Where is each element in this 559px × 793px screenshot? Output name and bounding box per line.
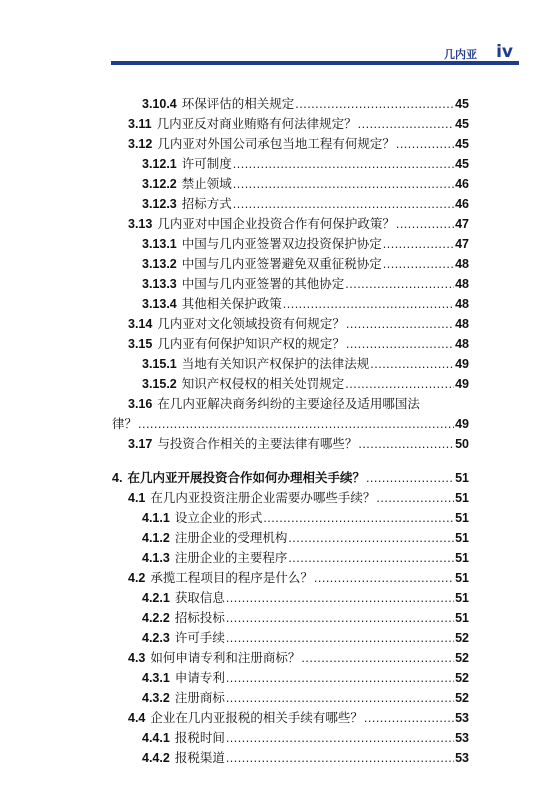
toc-entry[interactable] [112, 628, 469, 648]
toc-entry-title: 环保评估的相关规定 [181, 96, 295, 111]
toc-entry-page: 52 [455, 671, 469, 685]
toc-leader-dots [396, 134, 454, 154]
toc-entry-number: 4.1.3 [142, 551, 170, 565]
toc-entry[interactable] [112, 94, 469, 114]
toc-leader-dots [288, 548, 454, 568]
toc-entry-number: 3.12.1 [142, 157, 177, 171]
toc-leader-dots [233, 154, 454, 174]
toc-entry-title-continued: 律？ [112, 416, 138, 431]
toc-entry[interactable] [112, 434, 469, 454]
toc-entry-title: 当地有关知识产权保护的法律法规 [181, 356, 370, 371]
toc-entry-number: 3.15 [128, 337, 153, 351]
toc-entry-number: 4.4 [128, 711, 146, 725]
toc-entry-line [142, 528, 469, 548]
toc-entry[interactable] [112, 194, 469, 214]
toc-entry-title: 几内亚对外国公司承包当地工程有何规定？ [157, 136, 395, 151]
toc-entry[interactable] [112, 508, 469, 528]
toc-entry-page: 45 [455, 117, 469, 131]
toc-entry-page: 48 [455, 257, 469, 271]
toc-leader-dots [226, 748, 454, 768]
toc-leader-dots [138, 414, 454, 434]
toc-leader-dots [396, 214, 454, 234]
toc-entry[interactable] [112, 688, 469, 708]
toc-entry-number: 4.3.1 [142, 671, 170, 685]
toc-entry-number: 4.1.1 [142, 511, 170, 525]
toc-entry-title: 承揽工程项目的程序是什么？ [150, 570, 313, 585]
toc-entry-number: 3.17 [128, 437, 153, 451]
toc-leader-dots [346, 314, 454, 334]
toc-entry-title: 报税渠道 [174, 750, 225, 765]
toc-entry-page: 46 [455, 197, 469, 211]
toc-entry[interactable] [112, 588, 469, 608]
toc-leader-dots [346, 334, 454, 354]
toc-leader-dots [226, 628, 454, 648]
toc-entry-line [142, 174, 469, 194]
toc-entry-title: 几内亚对文化领域投资有何规定？ [157, 316, 345, 331]
toc-entry-number: 3.13.2 [142, 257, 177, 271]
toc-entry-line [142, 154, 469, 174]
toc-entry-page: 48 [455, 277, 469, 291]
toc-leader-dots [226, 688, 454, 708]
toc-entry-page: 52 [455, 631, 469, 645]
toc-entry-line [142, 688, 469, 708]
toc-entry-title: 在几内亚投资注册企业需要办哪些手续？ [150, 490, 376, 505]
toc-entry-title: 申请专利 [174, 670, 225, 685]
toc-entry-line [142, 194, 469, 214]
toc-entry-continuation [112, 414, 469, 434]
toc-entry-title: 企业在几内亚报税的相关手续有哪些？ [150, 710, 363, 725]
toc-entry-page: 51 [455, 551, 469, 565]
toc-entry-number: 3.13.3 [142, 277, 177, 291]
toc-leader-dots [345, 274, 454, 294]
toc-entry-page: 45 [455, 157, 469, 171]
toc-entry-page: 48 [455, 297, 469, 311]
toc-entry-number: 4.1.2 [142, 531, 170, 545]
toc-entry-line [112, 468, 469, 488]
toc-entry-title: 其他相关保护政策 [181, 296, 282, 311]
toc-entry-title: 中国与几内亚签署的其他协定 [181, 276, 345, 291]
toc-leader-dots [364, 708, 454, 728]
toc-entry[interactable] [112, 294, 469, 314]
toc-entry-page: 47 [455, 237, 469, 251]
toc-entry-title: 注册企业的主要程序 [174, 550, 288, 565]
toc-entry-title: 招标投标 [174, 610, 225, 625]
toc-entry-title: 中国与几内亚签署避免双重征税协定 [181, 256, 382, 271]
toc-entry-title: 注册商标 [174, 690, 225, 705]
toc-entry-number: 3.15.2 [142, 377, 177, 391]
toc-entry-line [128, 648, 469, 668]
toc-entry[interactable] [112, 668, 469, 688]
toc-entry-line [128, 114, 469, 134]
header-country-name: 几内亚 [444, 48, 477, 61]
toc-entry-line [128, 334, 469, 354]
toc-leader-dots [314, 568, 454, 588]
toc-leader-dots [366, 468, 454, 488]
toc-leader-dots [226, 668, 454, 688]
toc-entry-line [128, 708, 469, 728]
toc-entry-line [142, 94, 469, 114]
toc-entry-number: 4. [112, 471, 123, 485]
toc-entry-line [128, 434, 469, 454]
toc-entry-number: 4.1 [128, 491, 146, 505]
toc-entry-title: 几内亚对中国企业投资合作有何保护政策？ [157, 216, 395, 231]
toc-entry-title: 在几内亚开展投资合作如何办理相关手续？ [127, 470, 365, 485]
toc-entry[interactable] [112, 528, 469, 548]
toc-leader-dots [345, 374, 454, 394]
toc-entry-page: 52 [455, 651, 469, 665]
toc-entry-page: 46 [455, 177, 469, 191]
toc-entry-page: 53 [455, 731, 469, 745]
toc-leader-dots [226, 588, 454, 608]
toc-entry-title: 获取信息 [174, 590, 225, 605]
toc-leader-dots [263, 508, 454, 528]
toc-entry-title: 报税时间 [174, 730, 225, 745]
toc-entry-line [128, 314, 469, 334]
toc-leader-dots [233, 194, 454, 214]
toc-entry-number: 3.12 [128, 137, 153, 151]
page-number: iv [496, 42, 513, 62]
toc-entry-page: 45 [455, 137, 469, 151]
toc-leader-dots [370, 354, 454, 374]
toc-entry[interactable] [112, 568, 469, 588]
toc-entry-line [142, 588, 469, 608]
toc-entry-line [142, 274, 469, 294]
toc-leader-dots [288, 528, 454, 548]
toc-entry-number: 3.15.1 [142, 357, 177, 371]
toc-entry-page: 51 [455, 571, 469, 585]
toc-entry[interactable] [112, 748, 469, 768]
toc-entry-line [142, 254, 469, 274]
toc-entry-number: 3.16 [128, 397, 153, 411]
toc-entry-page: 48 [455, 317, 469, 331]
toc-entry-line [128, 214, 469, 234]
toc-entry-title: 如何申请专利和注册商标？ [150, 650, 301, 665]
toc-entry-number: 3.14 [128, 317, 153, 331]
toc-entry-line [142, 728, 469, 748]
toc-entry-page: 51 [455, 471, 469, 485]
toc-entry[interactable] [112, 334, 469, 354]
toc-entry-title: 禁止领域 [181, 176, 232, 191]
toc-leader-dots [383, 254, 454, 274]
toc-entry[interactable] [112, 354, 469, 374]
toc-entry-number: 3.11 [128, 117, 152, 131]
toc-entry-line [142, 628, 469, 648]
toc-entry-title: 与投资合作相关的主要法律有哪些？ [157, 436, 358, 451]
toc-entry[interactable] [112, 234, 469, 254]
toc-entry[interactable] [112, 214, 469, 234]
toc-entry[interactable] [112, 488, 469, 508]
toc-entry-page: 45 [455, 97, 469, 111]
toc-entry-title: 招标方式 [181, 196, 232, 211]
toc-entry-number: 3.13 [128, 217, 153, 231]
toc-entry-page: 53 [455, 751, 469, 765]
toc-entry-line [142, 354, 469, 374]
toc-entry[interactable] [112, 274, 469, 294]
toc-entry-number: 4.3 [128, 651, 146, 665]
toc-entry-line [142, 508, 469, 528]
toc-leader-dots [226, 608, 454, 628]
toc-entry-number: 4.3.2 [142, 691, 170, 705]
toc-entry-page: 49 [455, 417, 469, 431]
toc-entry-page: 51 [455, 611, 469, 625]
toc-entry-page: 50 [455, 437, 469, 451]
toc-entry-line [142, 668, 469, 688]
toc-leader-dots [383, 234, 454, 254]
toc-entry-page: 51 [455, 531, 469, 545]
toc-leader-dots [358, 114, 454, 134]
toc-entry[interactable] [112, 374, 469, 394]
toc-entry-line [128, 134, 469, 154]
toc-entry-number: 3.12.2 [142, 177, 177, 191]
toc-entry[interactable] [112, 548, 469, 568]
toc-entry-line [142, 748, 469, 768]
toc-entry-page: 49 [455, 357, 469, 371]
toc-entry-title: 设立企业的形式 [174, 510, 263, 525]
toc-leader-dots [295, 94, 454, 114]
toc-entry[interactable] [112, 728, 469, 748]
toc-entry-title: 许可手续 [174, 630, 225, 645]
toc-entry-title: 中国与几内亚签署双边投资保护协定 [181, 236, 382, 251]
toc-entry-number: 3.13.1 [142, 237, 177, 251]
toc-entry-page: 47 [455, 217, 469, 231]
toc-entry-number: 4.4.1 [142, 731, 170, 745]
toc-entry-page: 52 [455, 691, 469, 705]
toc-entry-number: 3.13.4 [142, 297, 177, 311]
toc-entry-title: 在几内亚解决商务纠纷的主要途径及适用哪国法 [157, 396, 420, 411]
toc-entry[interactable] [112, 708, 469, 728]
toc-entry[interactable] [112, 114, 469, 134]
toc-entry-number: 4.2 [128, 571, 146, 585]
toc-entry-page: 48 [455, 337, 469, 351]
toc-leader-dots [233, 174, 454, 194]
toc-entry-number: 4.4.2 [142, 751, 170, 765]
toc-entry-title: 几内亚反对商业贿赂有何法律规定？ [156, 116, 357, 131]
toc-entry[interactable] [112, 468, 469, 488]
toc-leader-dots [226, 728, 454, 748]
toc-entry-number: 4.2.1 [142, 591, 170, 605]
toc-entry-line [128, 568, 469, 588]
toc-entry-number: 4.2.2 [142, 611, 170, 625]
toc-entry-number: 4.2.3 [142, 631, 170, 645]
toc-entry-number: 3.10.4 [142, 97, 177, 111]
toc-entry-line [142, 608, 469, 628]
toc-entry-page: 53 [455, 711, 469, 725]
toc-entry-line [142, 234, 469, 254]
toc-leader-dots [283, 294, 454, 314]
toc-entry[interactable] [112, 314, 469, 334]
toc-entry-line [142, 374, 469, 394]
toc-entry[interactable] [112, 254, 469, 274]
toc-entry-page: 51 [455, 511, 469, 525]
table-of-contents [112, 94, 469, 768]
toc-entry-line [112, 414, 469, 434]
toc-entry[interactable] [112, 394, 469, 414]
toc-entry-title: 注册企业的受理机构 [174, 530, 288, 545]
toc-entry[interactable] [112, 134, 469, 154]
toc-entry-number: 3.12.3 [142, 197, 177, 211]
toc-entry-line [142, 548, 469, 568]
toc-entry-title: 几内亚有何保护知识产权的规定？ [157, 336, 345, 351]
toc-entry-line [128, 488, 469, 508]
toc-entry[interactable] [112, 174, 469, 194]
toc-entry-page: 49 [455, 377, 469, 391]
toc-entry[interactable] [112, 154, 469, 174]
toc-leader-dots [301, 648, 454, 668]
toc-entry[interactable] [112, 608, 469, 628]
toc-entry[interactable] [112, 648, 469, 668]
toc-entry-page: 51 [455, 491, 469, 505]
toc-entry-page: 51 [455, 591, 469, 605]
toc-entry-line [142, 294, 469, 314]
toc-leader-dots [376, 488, 454, 508]
toc-entry-title: 许可制度 [181, 156, 232, 171]
toc-leader-dots [358, 434, 454, 454]
toc-entry-title: 知识产权侵权的相关处罚规定 [181, 376, 345, 391]
